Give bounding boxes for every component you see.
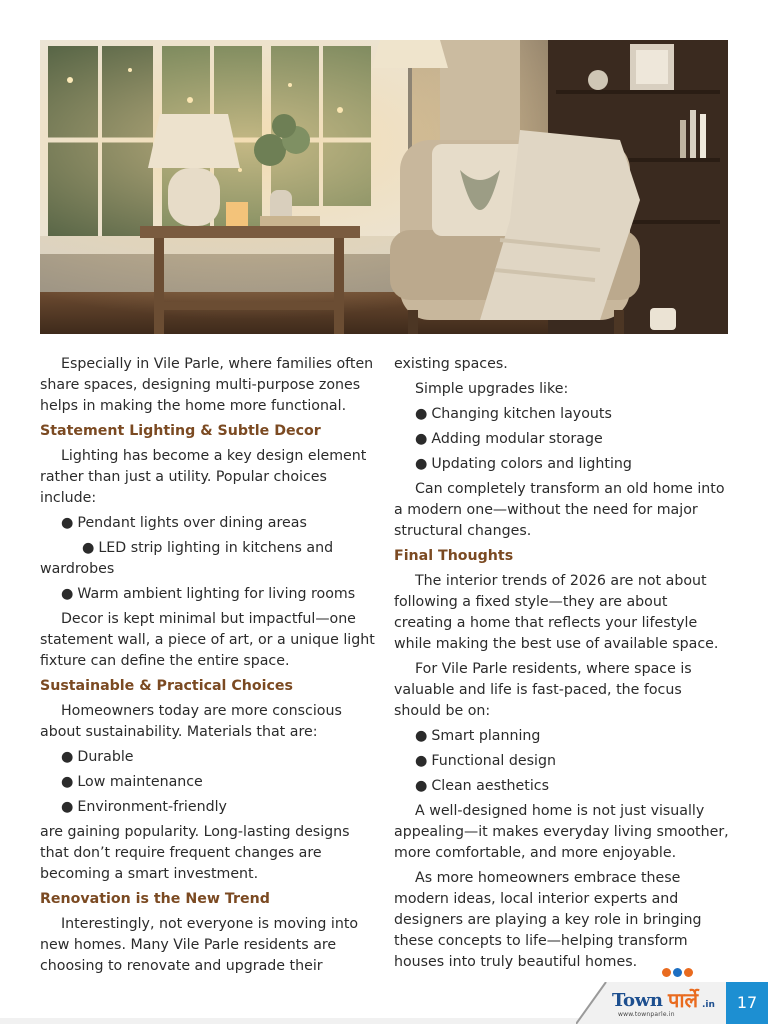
lighting-paragraph: Lighting has become a key design element rather than just a utility. Popular choices include:: [40, 448, 367, 506]
list-item: ● Low maintenance: [40, 772, 376, 793]
bullet-icon: ●: [61, 799, 74, 815]
dot-orange: [662, 968, 671, 977]
bullet-icon: ●: [61, 774, 74, 790]
final-paragraph-2: For Vile Parle residents, where space is valuable and life is fast-paced, the focus should be on:: [394, 661, 692, 719]
final-paragraph-4: As more homeowners embrace these modern ideas, local interior experts and designers are playing a key role in bringing these concepts to life—helping transform houses into truly beautiful homes.: [394, 870, 702, 970]
list-item: ● Adding modular storage: [394, 429, 730, 450]
list-item: ● Smart planning: [394, 726, 730, 747]
bullet-icon: ●: [61, 749, 74, 765]
sustainable-after-paragraph: are gaining popularity. Long-lasting designs that don’t require frequent changes are becoming a smart investment.: [40, 824, 350, 882]
bullet-icon: ●: [415, 456, 428, 472]
brand-logo-tld: .in: [702, 1000, 715, 1010]
list-item: ● LED strip lighting in kitchens and wardrobes: [40, 540, 334, 577]
renovation-heading: Renovation is the New Trend: [40, 891, 270, 907]
dot-blue: [673, 968, 682, 977]
list-item: ● Updating colors and lighting: [394, 454, 730, 475]
decorative-dots: [662, 962, 696, 974]
decor-paragraph: Decor is kept minimal but impactful—one statement wall, a piece of art, or a unique light fixture can define the entire space.: [40, 611, 375, 669]
bullet-icon: ●: [61, 515, 74, 531]
final-paragraph-3: A well-designed home is not just visually appealing—it makes everyday living smoother, more comfortable, and more enjoyable.: [394, 803, 729, 861]
renovation-continued: existing spaces.: [394, 356, 508, 372]
bullet-icon: ●: [415, 728, 428, 744]
dot-orange-2: [684, 968, 693, 977]
list-item: ● Warm ambient lighting for living rooms: [40, 584, 376, 605]
lighting-heading: Statement Lighting & Subtle Decor: [40, 423, 321, 439]
brand-logo-parle: पार्ले: [668, 988, 699, 1012]
list-item: ● Durable: [40, 747, 376, 768]
bullet-icon: ●: [415, 406, 428, 422]
intro-paragraph: Especially in Vile Parle, where families often share spaces, designing multi-purpose zones helps in making the home more functional.: [40, 356, 374, 414]
bullet-icon: ●: [61, 586, 74, 602]
bullet-icon: ●: [82, 540, 95, 556]
brand-logo-town: Town: [612, 990, 663, 1011]
list-item: ● Changing kitchen layouts: [394, 404, 730, 425]
upgrades-after-paragraph: Can completely transform an old home into a modern one—without the need for major structural changes.: [394, 481, 725, 539]
sustainable-paragraph: Homeowners today are more conscious about sustainability. Materials that are:: [40, 703, 342, 740]
upgrades-intro: Simple upgrades like:: [415, 381, 569, 397]
hero-image: [40, 40, 728, 334]
left-column: [40, 354, 376, 981]
renovation-paragraph: Interestingly, not everyone is moving into new homes. Many Vile Parle residents are choosing to renovate and upgrade their: [40, 916, 359, 974]
final-paragraph-1: The interior trends of 2026 are not about following a fixed style—they are about creating a home that reflects your lifestyle while making the best use of available space.: [394, 573, 719, 652]
final-heading: Final Thoughts: [394, 548, 514, 564]
living-room-photo: [40, 40, 728, 334]
page-number: 17: [726, 982, 768, 1024]
sustainable-heading: Sustainable & Practical Choices: [40, 678, 293, 694]
list-item: ● Environment-friendly: [40, 797, 376, 818]
bullet-icon: ●: [415, 753, 428, 769]
bullet-icon: ●: [415, 778, 428, 794]
list-item: ● Pendant lights over dining areas: [40, 513, 376, 534]
brand-url[interactable]: www.townparle.in: [618, 1011, 675, 1018]
right-column: [394, 354, 730, 977]
bullet-icon: ●: [415, 431, 428, 447]
list-item: ● Functional design: [394, 751, 730, 772]
list-item: ● Clean aesthetics: [394, 776, 730, 797]
